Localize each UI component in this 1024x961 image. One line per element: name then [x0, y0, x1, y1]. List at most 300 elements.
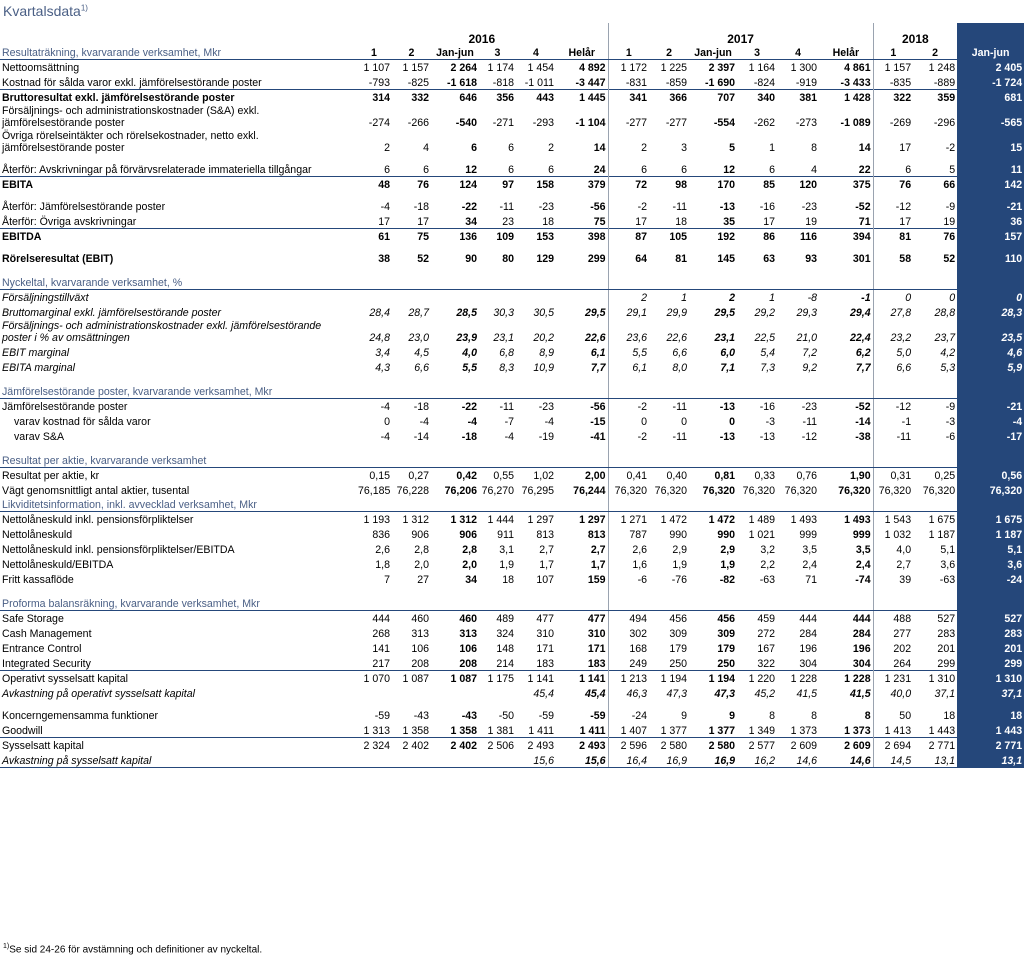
data-cell: 105 — [649, 228, 689, 243]
data-cell: 179 — [717, 643, 736, 655]
data-cell: 23,0 — [408, 332, 429, 344]
section-header-cell — [649, 497, 689, 511]
data-cell: 1 107 — [363, 62, 390, 74]
section-header-cell — [392, 497, 431, 511]
data-cell: 76,270 — [481, 485, 514, 497]
section-title: Resultaträkning, kvarvarande verksamhet, Mkr — [0, 45, 356, 59]
data-cell — [431, 685, 479, 700]
data-cell: 787 — [629, 529, 648, 541]
data-cell: 1 087 — [392, 670, 431, 685]
section-header-cell — [356, 586, 392, 610]
data-cell: 50 — [899, 710, 912, 722]
section-title: Proforma balansräkning, kvarvarande verksamhet, Mkr — [0, 586, 356, 610]
section-header-cell — [608, 374, 649, 398]
data-cell: 1 087 — [431, 670, 479, 685]
row-label — [0, 104, 356, 129]
column-header: 4 — [516, 45, 556, 59]
year-label: 2018 — [902, 32, 929, 45]
data-cell: 208 — [411, 657, 429, 670]
row-label: EBITDA — [0, 228, 356, 243]
data-cell: 381 — [777, 89, 819, 104]
data-cell: 85 — [737, 176, 777, 191]
data-cell: 301 — [819, 243, 873, 265]
data-cell: 1 445 — [556, 89, 608, 104]
data-cell: -12 — [895, 201, 912, 213]
data-cell: -1 618 — [446, 76, 477, 89]
data-cell: 16,9 — [689, 752, 737, 767]
data-cell: 314 — [356, 89, 392, 104]
data-cell: 20,2 — [533, 332, 554, 344]
data-cell: 22 — [819, 154, 873, 176]
data-cell: 249 — [629, 657, 648, 670]
data-cell: -831 — [625, 76, 648, 89]
data-cell: 6,0 — [720, 347, 736, 359]
data-cell: 2,8 — [462, 544, 477, 556]
data-cell: -889 — [933, 76, 956, 89]
data-cell: 1 — [681, 292, 688, 304]
table-row — [0, 228, 1024, 243]
data-cell: 214 — [496, 657, 514, 670]
data-cell: 47,3 — [666, 688, 688, 700]
data-cell: 0,25 — [934, 470, 956, 482]
data-cell: 2 — [641, 142, 648, 154]
data-cell: 2 609 — [777, 737, 819, 752]
data-cell: 17 — [899, 142, 912, 154]
data-cell: -16 — [759, 201, 776, 213]
row-label: Vägt genomsnittligt antal aktier, tusental — [2, 485, 190, 497]
data-cell: 8,9 — [539, 347, 554, 359]
data-cell: -21 — [957, 398, 1024, 413]
data-cell: 37,1 — [957, 685, 1024, 700]
data-cell: -18 — [461, 431, 477, 443]
data-cell: 23,9 — [456, 332, 477, 344]
data-cell: 6,1 — [556, 344, 608, 359]
table-row — [0, 344, 1024, 359]
data-cell: 201 — [937, 643, 956, 655]
data-cell: 313 — [411, 628, 429, 640]
data-cell: -7 — [504, 416, 514, 428]
data-cell: 29,5 — [556, 304, 608, 319]
data-cell: 158 — [516, 176, 556, 191]
row-label: EBITA marginal — [2, 362, 76, 374]
data-cell: -74 — [819, 571, 873, 586]
table-row — [0, 104, 1024, 129]
data-cell: 2 264 — [450, 62, 477, 74]
data-cell: -18 — [413, 401, 429, 413]
data-cell: 911 — [497, 529, 514, 541]
data-cell: 93 — [805, 253, 818, 265]
data-cell: 76,320 — [784, 485, 818, 497]
data-cell: 76,244 — [556, 482, 608, 497]
data-cell: 208 — [459, 657, 477, 670]
data-cell — [479, 752, 516, 767]
section-header-cell — [777, 265, 819, 289]
column-header: Jan-jun — [957, 45, 1024, 59]
row-label: Kostnad för sålda varor exkl. jämförelsestörande poster — [2, 76, 262, 89]
data-cell: 1 313 — [363, 724, 390, 737]
data-cell: 1 174 — [487, 62, 514, 74]
data-cell: 196 — [799, 643, 818, 655]
data-cell: 1 358 — [450, 724, 477, 737]
table-row — [0, 685, 1024, 700]
data-cell: 6 — [423, 163, 429, 176]
section-header-cell — [689, 497, 737, 511]
data-cell: 1 411 — [528, 724, 554, 737]
data-cell: -50 — [498, 710, 514, 722]
footnote-text: Se sid 24-26 för avstämning och definitioner av nyckeltal. — [9, 944, 263, 956]
row-label: Avkastning på operativt sysselsatt kapital — [2, 688, 195, 700]
data-cell: 0,40 — [666, 470, 688, 482]
data-cell: 18 — [542, 215, 554, 228]
data-cell: -3 — [945, 416, 956, 428]
data-cell: 4 861 — [819, 59, 873, 74]
column-header: 3 — [479, 45, 516, 59]
table-row — [0, 289, 1024, 304]
section-header-cell — [957, 497, 1024, 511]
section-header-cell — [819, 265, 873, 289]
data-cell — [356, 752, 392, 767]
quarterly-data-table — [0, 23, 1024, 768]
data-cell: -1 104 — [556, 104, 608, 129]
data-cell: -11 — [499, 401, 514, 413]
data-cell: 157 — [957, 228, 1024, 243]
data-cell: 999 — [799, 529, 818, 541]
data-cell: -6 — [945, 431, 956, 443]
data-cell: 0 — [949, 292, 956, 304]
row-label: Nettolåneskuld — [2, 529, 73, 541]
section-title: Likviditetsinformation, inkl. avvecklad verksamhet, Mkr — [0, 497, 356, 511]
data-cell: 2 694 — [873, 737, 913, 752]
data-cell: 76,228 — [396, 485, 429, 497]
section-header-cell — [556, 265, 608, 289]
data-cell: 2 — [384, 142, 390, 154]
data-cell: 86 — [737, 228, 777, 243]
section-header-cell — [516, 374, 556, 398]
data-cell: -3 433 — [819, 74, 873, 89]
section-header-cell — [873, 586, 913, 610]
section-header-cell — [649, 374, 689, 398]
data-cell: -38 — [819, 428, 873, 443]
data-cell: 76,320 — [702, 485, 736, 497]
section-header-row — [0, 265, 1024, 289]
data-cell: 76,185 — [358, 485, 391, 497]
section-title: Nyckeltal, kvarvarande verksamhet, % — [0, 265, 356, 289]
data-cell: 18 — [943, 710, 956, 722]
data-cell — [479, 289, 516, 304]
data-cell: 29,4 — [819, 304, 873, 319]
data-cell: -43 — [413, 710, 429, 722]
data-cell: 4 — [811, 163, 818, 176]
data-cell: 1 — [769, 142, 776, 154]
data-cell: 277 — [893, 628, 912, 640]
data-cell: 22,5 — [754, 332, 776, 344]
section-header-cell — [556, 586, 608, 610]
data-cell: -1 — [901, 416, 912, 428]
section-header-cell — [556, 443, 608, 467]
data-cell: -274 — [368, 117, 390, 129]
data-cell: 58 — [899, 253, 912, 265]
data-cell: 76,320 — [742, 485, 776, 497]
data-cell: -9 — [945, 201, 956, 213]
data-cell: -59 — [374, 710, 390, 722]
data-cell: -824 — [753, 76, 776, 89]
data-cell: 999 — [819, 526, 873, 541]
year-label: 2017 — [608, 23, 873, 45]
data-cell: -22 — [461, 401, 477, 413]
section-header-cell — [392, 586, 431, 610]
data-cell: -296 — [933, 117, 956, 129]
section-header-cell — [431, 497, 479, 511]
data-cell: -21 — [957, 191, 1024, 213]
data-cell: 6 — [681, 163, 688, 176]
data-cell: 1 271 — [620, 514, 648, 526]
section-header-cell — [873, 497, 913, 511]
data-cell: 2,00 — [556, 467, 608, 482]
data-cell: 41,5 — [796, 688, 818, 700]
data-cell: 145 — [717, 253, 736, 265]
data-cell: 1 675 — [928, 514, 956, 526]
data-cell: -4 — [380, 431, 390, 443]
data-cell: 2 324 — [356, 737, 392, 752]
data-cell: 29,3 — [796, 307, 818, 319]
data-cell: -16 — [759, 401, 776, 413]
data-cell: 1,02 — [533, 470, 554, 482]
section-header-cell — [913, 374, 957, 398]
data-cell: 1 493 — [790, 514, 818, 526]
footnote-marker: 1) — [3, 943, 10, 950]
section-header-row — [0, 374, 1024, 398]
row-label: EBIT marginal — [2, 347, 70, 359]
data-cell: 8,3 — [499, 362, 514, 374]
data-cell: 202 — [893, 643, 912, 655]
data-cell: -15 — [556, 413, 608, 428]
data-cell: 444 — [372, 613, 390, 625]
data-cell: -4 — [380, 401, 390, 413]
data-cell: 7,7 — [819, 359, 873, 374]
data-cell: 71 — [819, 213, 873, 228]
data-cell: 8 — [769, 710, 776, 722]
section-header-cell — [777, 374, 819, 398]
table-row — [0, 752, 1024, 767]
data-cell: -1 724 — [957, 74, 1024, 89]
data-cell: 29,5 — [714, 307, 736, 319]
data-cell: 3,1 — [499, 544, 514, 556]
data-cell: 1 310 — [957, 670, 1024, 685]
section-header-cell — [431, 443, 479, 467]
data-cell: 75 — [392, 228, 431, 243]
data-cell: 1 070 — [356, 670, 392, 685]
data-cell: -56 — [556, 191, 608, 213]
data-cell: 2 771 — [957, 737, 1024, 752]
section-header-cell — [777, 497, 819, 511]
table-row — [0, 304, 1024, 319]
data-cell: 340 — [737, 89, 777, 104]
data-cell: 76,295 — [521, 485, 554, 497]
data-cell: 4,6 — [957, 344, 1024, 359]
section-header-cell — [479, 497, 516, 511]
column-header: 2 — [913, 45, 957, 59]
data-cell: 0 — [905, 292, 912, 304]
data-cell: 0,27 — [408, 470, 429, 482]
data-cell: -269 — [889, 117, 912, 129]
data-cell: 1,8 — [375, 559, 390, 571]
section-header-cell — [737, 265, 777, 289]
data-cell: -23 — [538, 201, 554, 213]
data-cell: 1 141 — [556, 670, 608, 685]
data-cell: 141 — [372, 643, 390, 655]
data-cell: 359 — [913, 89, 957, 104]
data-cell: 29,9 — [666, 307, 688, 319]
data-cell: 76,320 — [819, 482, 873, 497]
section-header-cell — [479, 443, 516, 467]
data-cell: 456 — [717, 613, 736, 625]
data-cell: 1 248 — [928, 62, 956, 74]
data-cell: -11 — [672, 401, 688, 413]
section-header-cell — [737, 374, 777, 398]
column-header: 2 — [649, 45, 689, 59]
data-cell: -18 — [413, 201, 429, 213]
section-header-cell — [913, 497, 957, 511]
data-cell: 129 — [536, 253, 554, 265]
data-cell: 171 — [536, 643, 554, 655]
data-cell: 2,9 — [720, 544, 736, 556]
data-cell: 2 577 — [737, 737, 777, 752]
data-cell: 2,6 — [632, 544, 648, 556]
data-cell: 7,2 — [802, 347, 818, 359]
section-header-cell — [479, 374, 516, 398]
data-cell: -13 — [719, 201, 736, 213]
data-cell: 142 — [957, 176, 1024, 191]
data-cell: -52 — [819, 191, 873, 213]
row-label: EBITA — [0, 176, 356, 191]
data-cell: 1,9 — [672, 559, 688, 571]
section-header-cell — [431, 586, 479, 610]
data-cell: 283 — [937, 628, 956, 640]
section-header-cell — [737, 586, 777, 610]
data-cell: 167 — [757, 643, 776, 655]
data-cell: 28,3 — [957, 304, 1024, 319]
data-cell: 45,4 — [533, 688, 554, 700]
section-header-cell — [356, 443, 392, 467]
data-cell: 375 — [819, 176, 873, 191]
highlight-header-cell — [957, 23, 1024, 45]
row-label — [0, 129, 356, 154]
data-cell: 18 — [675, 215, 688, 228]
data-cell: 906 — [411, 529, 429, 541]
section-header-cell — [516, 265, 556, 289]
data-cell: 23,5 — [957, 319, 1024, 344]
data-cell: 299 — [556, 243, 608, 265]
row-label: Sysselsatt kapital — [0, 737, 356, 752]
data-cell: 16,9 — [649, 752, 689, 767]
data-cell: 1 543 — [884, 514, 912, 526]
data-cell: 76 — [392, 176, 431, 191]
data-cell: -19 — [538, 431, 554, 443]
data-cell: 35 — [723, 215, 736, 228]
data-cell: 0 — [384, 416, 390, 428]
data-cell: 9,2 — [802, 362, 818, 374]
data-cell: 2 596 — [608, 737, 649, 752]
data-cell — [392, 289, 431, 304]
section-header-cell — [957, 443, 1024, 467]
data-cell: 5,4 — [760, 347, 776, 359]
data-cell: 1 349 — [748, 724, 776, 737]
data-cell: 4,2 — [940, 347, 956, 359]
section-header-cell — [777, 443, 819, 467]
data-cell: 17 — [899, 215, 912, 228]
data-cell: 1 472 — [708, 514, 736, 526]
section-header-cell — [819, 586, 873, 610]
data-cell: 1 358 — [402, 724, 429, 737]
data-cell: 6 — [905, 163, 912, 176]
data-cell: 41,5 — [819, 685, 873, 700]
data-cell: 527 — [937, 613, 956, 625]
data-cell: 2,4 — [802, 559, 818, 571]
data-cell: 332 — [392, 89, 431, 104]
data-cell: 5,5 — [462, 362, 477, 374]
section-header-cell — [356, 497, 392, 511]
section-header-cell — [608, 265, 649, 289]
data-cell: 29,1 — [626, 307, 648, 319]
data-cell: 22,4 — [819, 319, 873, 344]
data-cell: 6,1 — [632, 362, 648, 374]
data-cell: 3,6 — [957, 556, 1024, 571]
section-header-cell — [957, 374, 1024, 398]
data-cell: -793 — [368, 76, 390, 89]
data-cell: 1 187 — [928, 529, 956, 541]
data-cell: -818 — [492, 76, 514, 89]
row-label-line: jämförelsestörande poster — [2, 142, 125, 154]
table-row — [0, 359, 1024, 374]
data-cell: 1 213 — [608, 670, 649, 685]
data-cell: -43 — [461, 710, 477, 722]
data-cell: 313 — [459, 628, 477, 640]
data-cell: -293 — [532, 117, 554, 129]
data-cell: 183 — [536, 657, 554, 670]
data-cell: 6,2 — [819, 344, 873, 359]
data-cell: 813 — [536, 529, 554, 541]
data-cell: -554 — [713, 117, 736, 129]
section-header-cell — [777, 586, 819, 610]
data-cell: -11 — [896, 431, 912, 443]
data-cell: 5 — [949, 163, 956, 176]
data-cell: -825 — [407, 76, 429, 89]
data-cell: 0,41 — [626, 470, 648, 482]
data-cell: 2 580 — [689, 737, 737, 752]
section-header-cell — [649, 586, 689, 610]
section-header-cell — [516, 443, 556, 467]
data-cell: 398 — [556, 228, 608, 243]
table-row — [0, 191, 1024, 213]
data-cell: 1 231 — [873, 670, 913, 685]
data-cell: 284 — [799, 628, 818, 640]
data-cell: 136 — [431, 228, 479, 243]
data-cell: 0,15 — [369, 470, 390, 482]
data-cell: 681 — [957, 89, 1024, 104]
data-cell: -266 — [407, 117, 429, 129]
data-cell: 24 — [556, 154, 608, 176]
data-cell: 30,3 — [493, 307, 514, 319]
data-cell: 15,6 — [516, 752, 556, 767]
data-cell: -8 — [807, 292, 818, 304]
data-cell: 444 — [799, 613, 818, 625]
data-cell: 1 — [769, 292, 776, 304]
data-cell: 179 — [669, 643, 688, 655]
data-cell: -63 — [759, 574, 776, 586]
data-cell: 7,3 — [760, 362, 776, 374]
section-header-cell — [356, 374, 392, 398]
data-cell: 9 — [729, 710, 736, 722]
